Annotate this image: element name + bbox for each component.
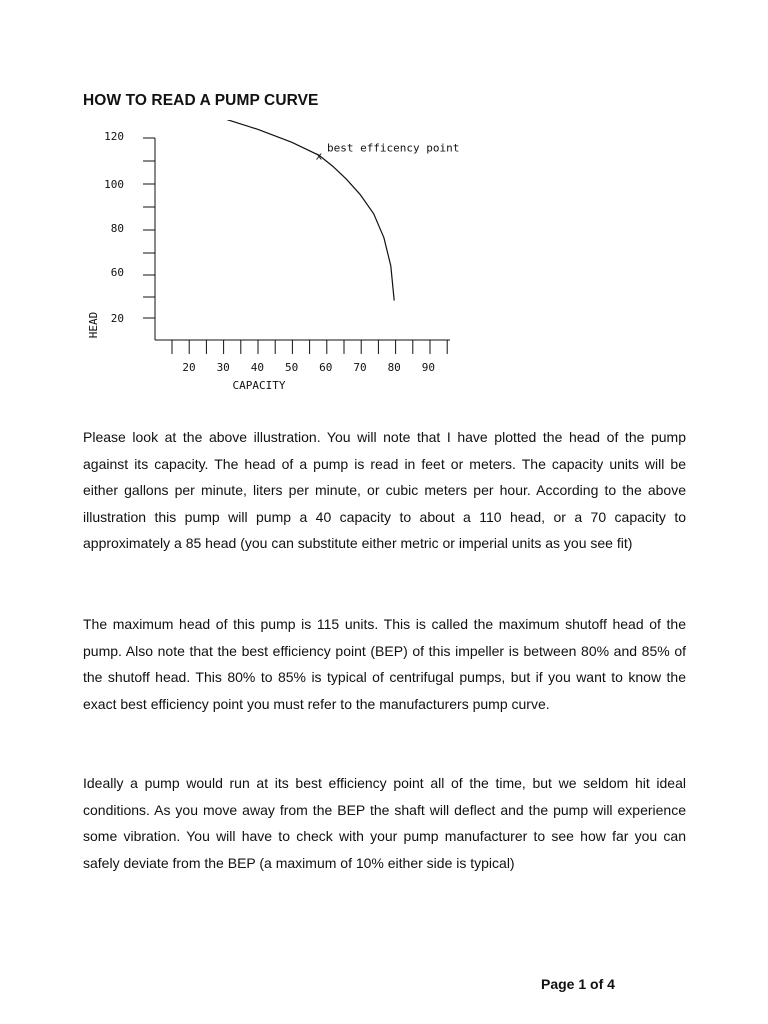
bep-label: best efficency point <box>326 141 460 155</box>
x-tick-label: 30 <box>216 361 230 374</box>
y-axis-label: HEAD <box>87 311 100 339</box>
chart-annotations <box>316 141 460 162</box>
x-axis-label: CAPACITY <box>232 379 286 392</box>
x-tick-label: 90 <box>421 361 436 374</box>
y-tick-label: 120 <box>104 130 124 143</box>
chart-axes <box>155 138 450 340</box>
page-number: Page 1 of 4 <box>541 976 615 992</box>
x-tick-label: 20 <box>182 361 196 374</box>
pump-curve-figure <box>0 120 768 400</box>
chart-ticks <box>143 138 447 354</box>
x-tick-label: 40 <box>250 361 265 374</box>
x-tick-label: 70 <box>353 361 367 374</box>
y-tick-label: 100 <box>104 178 124 191</box>
x-tick-label: 80 <box>387 361 401 374</box>
paragraph: Ideally a pump would run at its best efficiency point all of the time, but we seldom hit ideal conditions. As you move away from the BEP the shaft will deflect and the pump will experience some vibration. You will have to check with your pump manufacturer to see how far you can safely deviate from the BEP (a maximum of 10% either side is typical) <box>83 775 686 871</box>
paragraph: Please look at the above illustration. You will note that I have plotted the head of the pump against its capacity. The head of a pump is read in feet or meters. The capacity units will be either gallons per minute, liters per minute, or cubic meters per hour. According to the above illustration this pump will pump a 40 capacity to about a 110 head, or a 70 capacity to approximately a 85 head (you can substitute either metric or imperial units as you see fit) <box>83 429 686 552</box>
paragraph: The maximum head of this pump is 115 units. This is called the maximum shutoff head of the pump. Also note that the best efficiency point (BEP) of this impeller is between 80% and 85% of the shutoff head. This 80% to 85% is typical of centrifugal pumps, but if you want to know the exact best efficiency point you must refer to the manufacturers pump curve. <box>83 616 686 712</box>
bep-marker: x <box>315 149 323 163</box>
y-tick-label: 80 <box>110 222 124 235</box>
chart-tick-labels <box>104 130 435 374</box>
x-tick-label: 50 <box>284 361 299 374</box>
y-tick-label: 20 <box>110 312 124 325</box>
y-tick-label: 60 <box>110 266 124 279</box>
page-title: HOW TO READ A PUMP CURVE <box>83 92 319 109</box>
x-tick-label: 60 <box>319 361 333 374</box>
